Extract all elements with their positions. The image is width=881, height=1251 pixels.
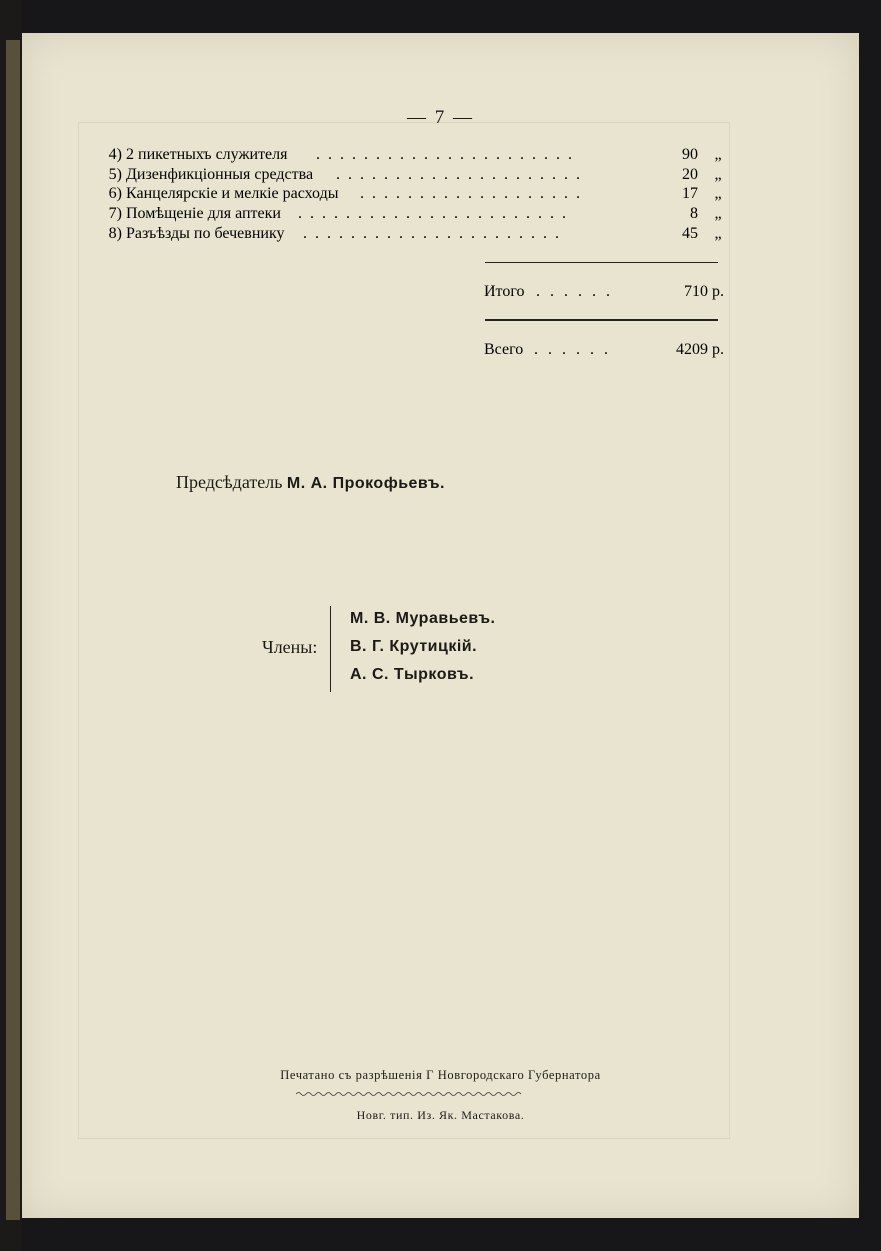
leader-dots: . . . . . . . . . . . . . . . . . . . . . [336, 166, 582, 183]
page-number: — 7 — [407, 107, 474, 128]
expense-row [98, 185, 728, 205]
row-amount: 90 [682, 146, 698, 163]
row-label: Канцелярскіе и мелкіе расходы [126, 185, 344, 203]
row-number: 7) [108, 205, 122, 222]
ditto-mark: „ [714, 166, 722, 183]
row-number: 5) [108, 166, 122, 183]
row-label: Дизенфикціонныя средства [126, 166, 319, 184]
ditto-mark: „ [714, 225, 722, 242]
row-label: 2 пикетныхъ служителя [126, 146, 294, 164]
row-number: 8) [108, 225, 122, 242]
row-amount: 20 [682, 166, 698, 183]
bleed-through-ghost [78, 122, 730, 1139]
leader-dots: . . . . . . . . . . . . . . . . . . . . . . . [298, 205, 568, 222]
row-number: 4) [108, 146, 122, 163]
page-edges [6, 40, 20, 1220]
row-amount: 45 [682, 225, 698, 242]
row-number: 6) [108, 185, 122, 202]
total-label: Всего [484, 341, 524, 358]
chairman-line [176, 472, 445, 493]
row-label: Помѣщеніе для аптеки [126, 205, 287, 223]
members-label: Члены: [262, 637, 318, 657]
members-brace [330, 606, 335, 692]
leader-dots: . . . . . . [536, 283, 613, 300]
chairman-title: Предсѣдатель [176, 472, 283, 492]
leader-dots: . . . . . . [534, 341, 611, 358]
subtotal-value: 710 р. [684, 283, 724, 300]
total-value: 4209 р. [676, 341, 724, 358]
leader-dots: . . . . . . . . . . . . . . . . . . . . . . [316, 146, 574, 163]
expense-row [98, 166, 728, 186]
row-amount: 17 [682, 185, 698, 202]
member-name: В. Г. Крутицкій. [350, 638, 478, 655]
leader-dots: . . . . . . . . . . . . . . . . . . . . . . [303, 225, 561, 242]
printer-imprint: Новг. тип. Из. Як. Мастакова. [356, 1108, 525, 1122]
expense-row [98, 205, 728, 225]
subtotal-label: Итого [484, 283, 525, 300]
row-amount: 8 [690, 205, 698, 222]
ditto-mark: „ [714, 205, 722, 222]
member-name: М. В. Муравьевъ. [350, 610, 496, 627]
row-label: Разъѣзды по бечевнику [126, 225, 291, 243]
member-name: А. С. Тырковъ. [350, 666, 475, 683]
printing-permission: Печатано съ разрѣшенія Г Новгородскаго Губернатора [280, 1068, 601, 1082]
wavy-divider [296, 1090, 522, 1098]
chairman-name: М. А. Прокофьевъ. [286, 475, 445, 492]
ditto-mark: „ [714, 185, 722, 202]
ditto-mark: „ [714, 146, 722, 163]
leader-dots: . . . . . . . . . . . . . . . . . . . [360, 185, 582, 202]
total-rule [485, 319, 718, 321]
subtotal-rule [485, 262, 718, 263]
expense-row [98, 225, 728, 245]
expense-row [98, 146, 728, 166]
